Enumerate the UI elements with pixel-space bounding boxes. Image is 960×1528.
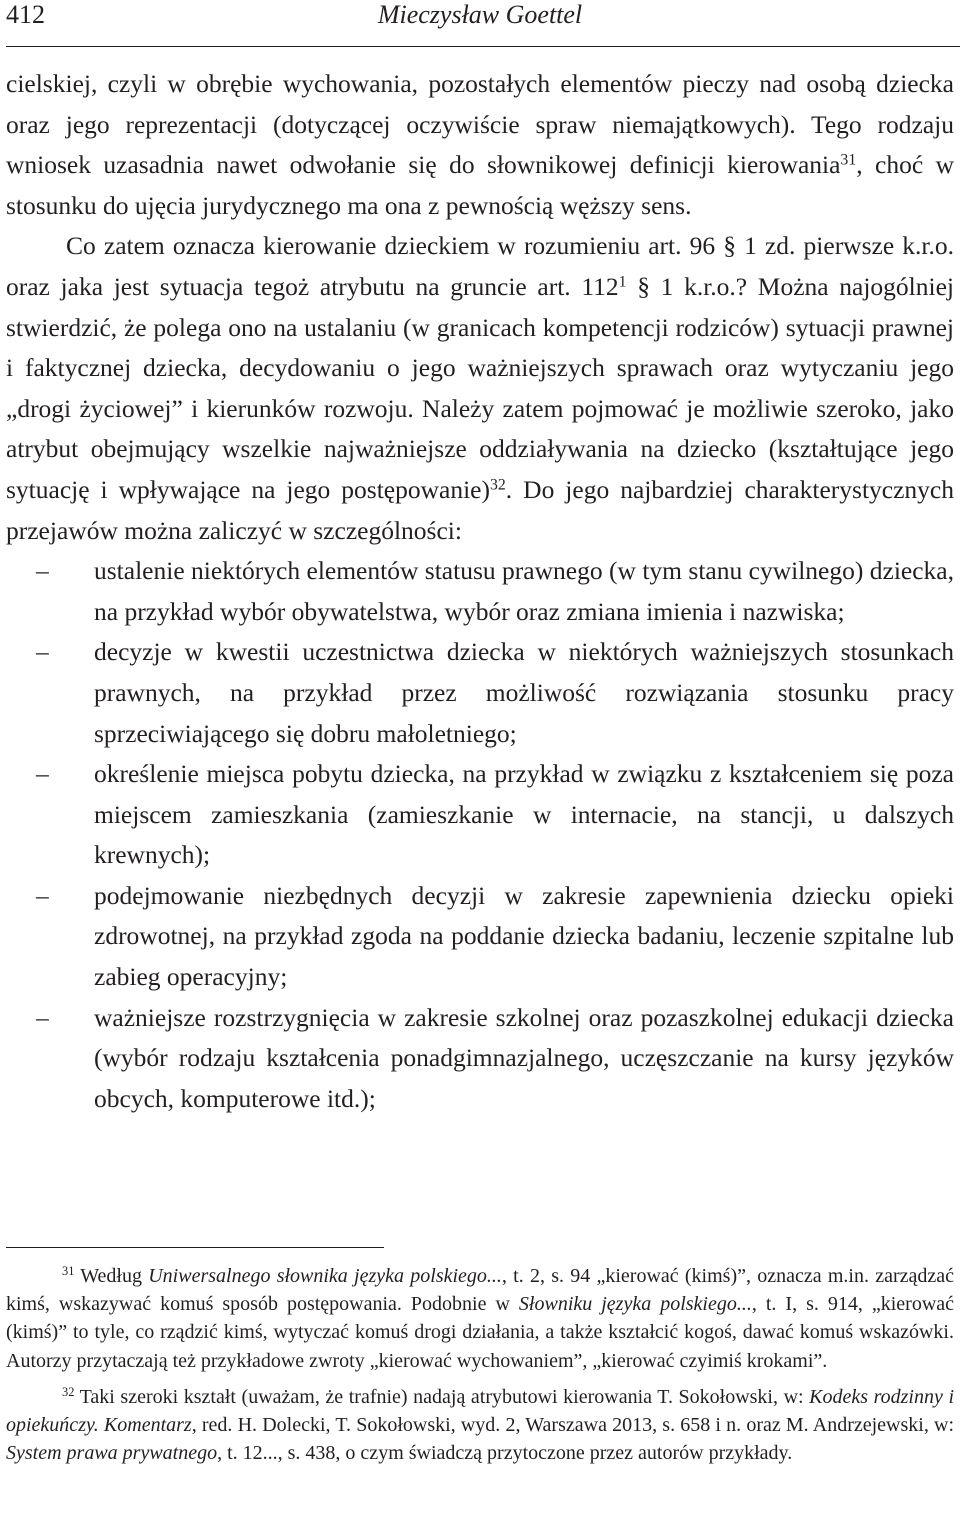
footnote-31 [6,1262,954,1375]
page-header [0,0,960,34]
dash-bullet: – [36,637,49,667]
footnote-31-text-3: , t. I, s. 914, „kierować (kimś)” to tyle, co rządzić kimś, wytyczać komuś drogi działania, a także kształcić kogoś, dawać komuś wskazówki. Autorzy przytaczają też przykładowe zwroty „kierować wychowaniem”, „kierować czyimiś krokami”. [6,1293,955,1372]
footnote-32-text-3: , t. 12..., s. 438, o czym świadczą przytoczone przez autorów przykłady. [217,1442,793,1465]
dash-bullet: – [36,1002,49,1032]
footnote-31-title-2: Słowniku języka polskiego... [518,1293,752,1316]
footnote-32-title-1: Kodeks rodzinny i opiekuńczy. Komentarz [6,1385,954,1437]
footnote-ref-32[interactable]: 32 [490,476,506,494]
list-item [6,551,954,632]
superscript-1: 1 [618,273,627,291]
list-item [6,754,954,876]
list-item-text: określenie miejsca pobytu dziecka, na przykład w związku z kształceniem się poza miejscem zamieszkania (zamieszkanie w internacie, na stancji, u dalszych krewnych); [94,759,954,870]
footnote-32-title-2: System prawa prywatnego [6,1442,218,1465]
footnote-32-text-1: Taki szeroki kształt (uważam, że trafnie) nadają atrybutowi kierowania T. Sokołowski, w: [74,1385,810,1408]
list-item-text: ustalenie niektórych elementów statusu prawnego (w tym stanu cywilnego) dziecka, na przykład wybór obywatelstwa, wybór oraz zmiana imienia i nazwiska; [94,556,954,626]
paragraph-1-text: cielskiej, czyli w obrębie wychowania, pozostałych elementów pieczy nad osobą dziecka oraz jego reprezentacji (dotyczącej oczywiście spraw niemajątkowych). Tego rodzaju wniosek uzasadnia nawet odwołanie się do słownikowej definicji kierowania [6,69,954,180]
list-item [6,632,954,754]
list-item-text: decyzje w kwestii uczestnictwa dziecka w niektórych ważniejszych stosunkach prawnych, na przykład przez możliwość rozwiązania stosunku pracy sprzeciwiającego się dobru małoletniego; [94,637,954,748]
footnote-ref-31[interactable]: 31 [840,151,857,169]
paragraph-2-text-c: . Do jego najbardziej charakterystycznych przejawów można zaliczyć w szczególności: [6,474,954,545]
footnote-number-32: 32 [62,1385,75,1399]
page-number: 412 [6,0,45,29]
paragraph-2-text-b: § 1 k.r.o.? Można najogólniej stwierdzić, że polega ono na ustalaniu (w granicach kompetencji rodziców) sytuacji prawnej i faktycznej dziecka, decydowaniu o jego ważniejszych sprawach oraz wytyczaniu jego „drogi życiowej” i kierunków rozwoju. Należy zatem pojmować je możliwie szeroko, jako atrybut obejmujący wszelkie najważniejsze oddziaływania na dziecko (kształtujące jego sytuację i wpływające na jego postępowanie) [6,271,954,504]
footnote-31-text-2: , t. 2, s. 94 „kierować (kimś)”, oznacza m.in. zarządzać kimś, wskazywać komuś sposób postępowania. Podobnie w [6,1265,954,1316]
paragraph-2-text-a: Co zatem oznacza kierowanie dzieckiem w rozumieniu art. 96 § 1 zd. pierwsze k.r.o. oraz jaka jest sytuacja tegoż atrybutu na gruncie art. 112 [6,231,954,301]
list-item-text: podejmowanie niezbędnych decyzji w zakresie zapewnienia dziecku opieki zdrowotnej, na przykład zgoda na poddanie dziecka badaniu, leczenie szpitalne lub zabieg operacyjny; [94,880,954,992]
footnote-31-text-1: Według [74,1265,149,1287]
dash-bullet: – [36,880,49,910]
footnote-32-text-2: , red. H. Dolecki, T. Sokołowski, wyd. 2, Warszawa 2013, s. 658 i n. oraz M. Andrzejewski, w: [191,1414,954,1437]
paragraph-1-end: , choć w stosunku do ujęcia jurydycznego ma ona z pewnością węższy sens. [6,150,954,220]
footnote-number-31: 31 [62,1264,75,1279]
header-rule [6,46,960,47]
paragraph-2 [6,226,954,551]
list-item [6,876,954,998]
body-text [6,64,954,1119]
list-item-text: ważniejsze rozstrzygnięcia w zakresie szkolnej oraz pozaszkolnej edukacji dziecka (wybór rodzaju kształcenia ponadgimnazjalnego, uczęszczanie na kursy języków obcych, komputerowe itd.); [94,1002,954,1113]
footnotes [6,1262,954,1467]
dash-bullet: – [36,759,49,789]
footnote-rule [6,1247,384,1248]
examples-list [6,551,954,1119]
footnote-31-title-1: Uniwersalnego słownika języka polskiego... [148,1265,502,1287]
running-head: Mieczysław Goettel [377,0,583,29]
paragraph-1 [6,64,954,226]
list-item [6,998,954,1120]
footnote-32 [6,1383,954,1468]
dash-bullet: – [36,556,49,586]
